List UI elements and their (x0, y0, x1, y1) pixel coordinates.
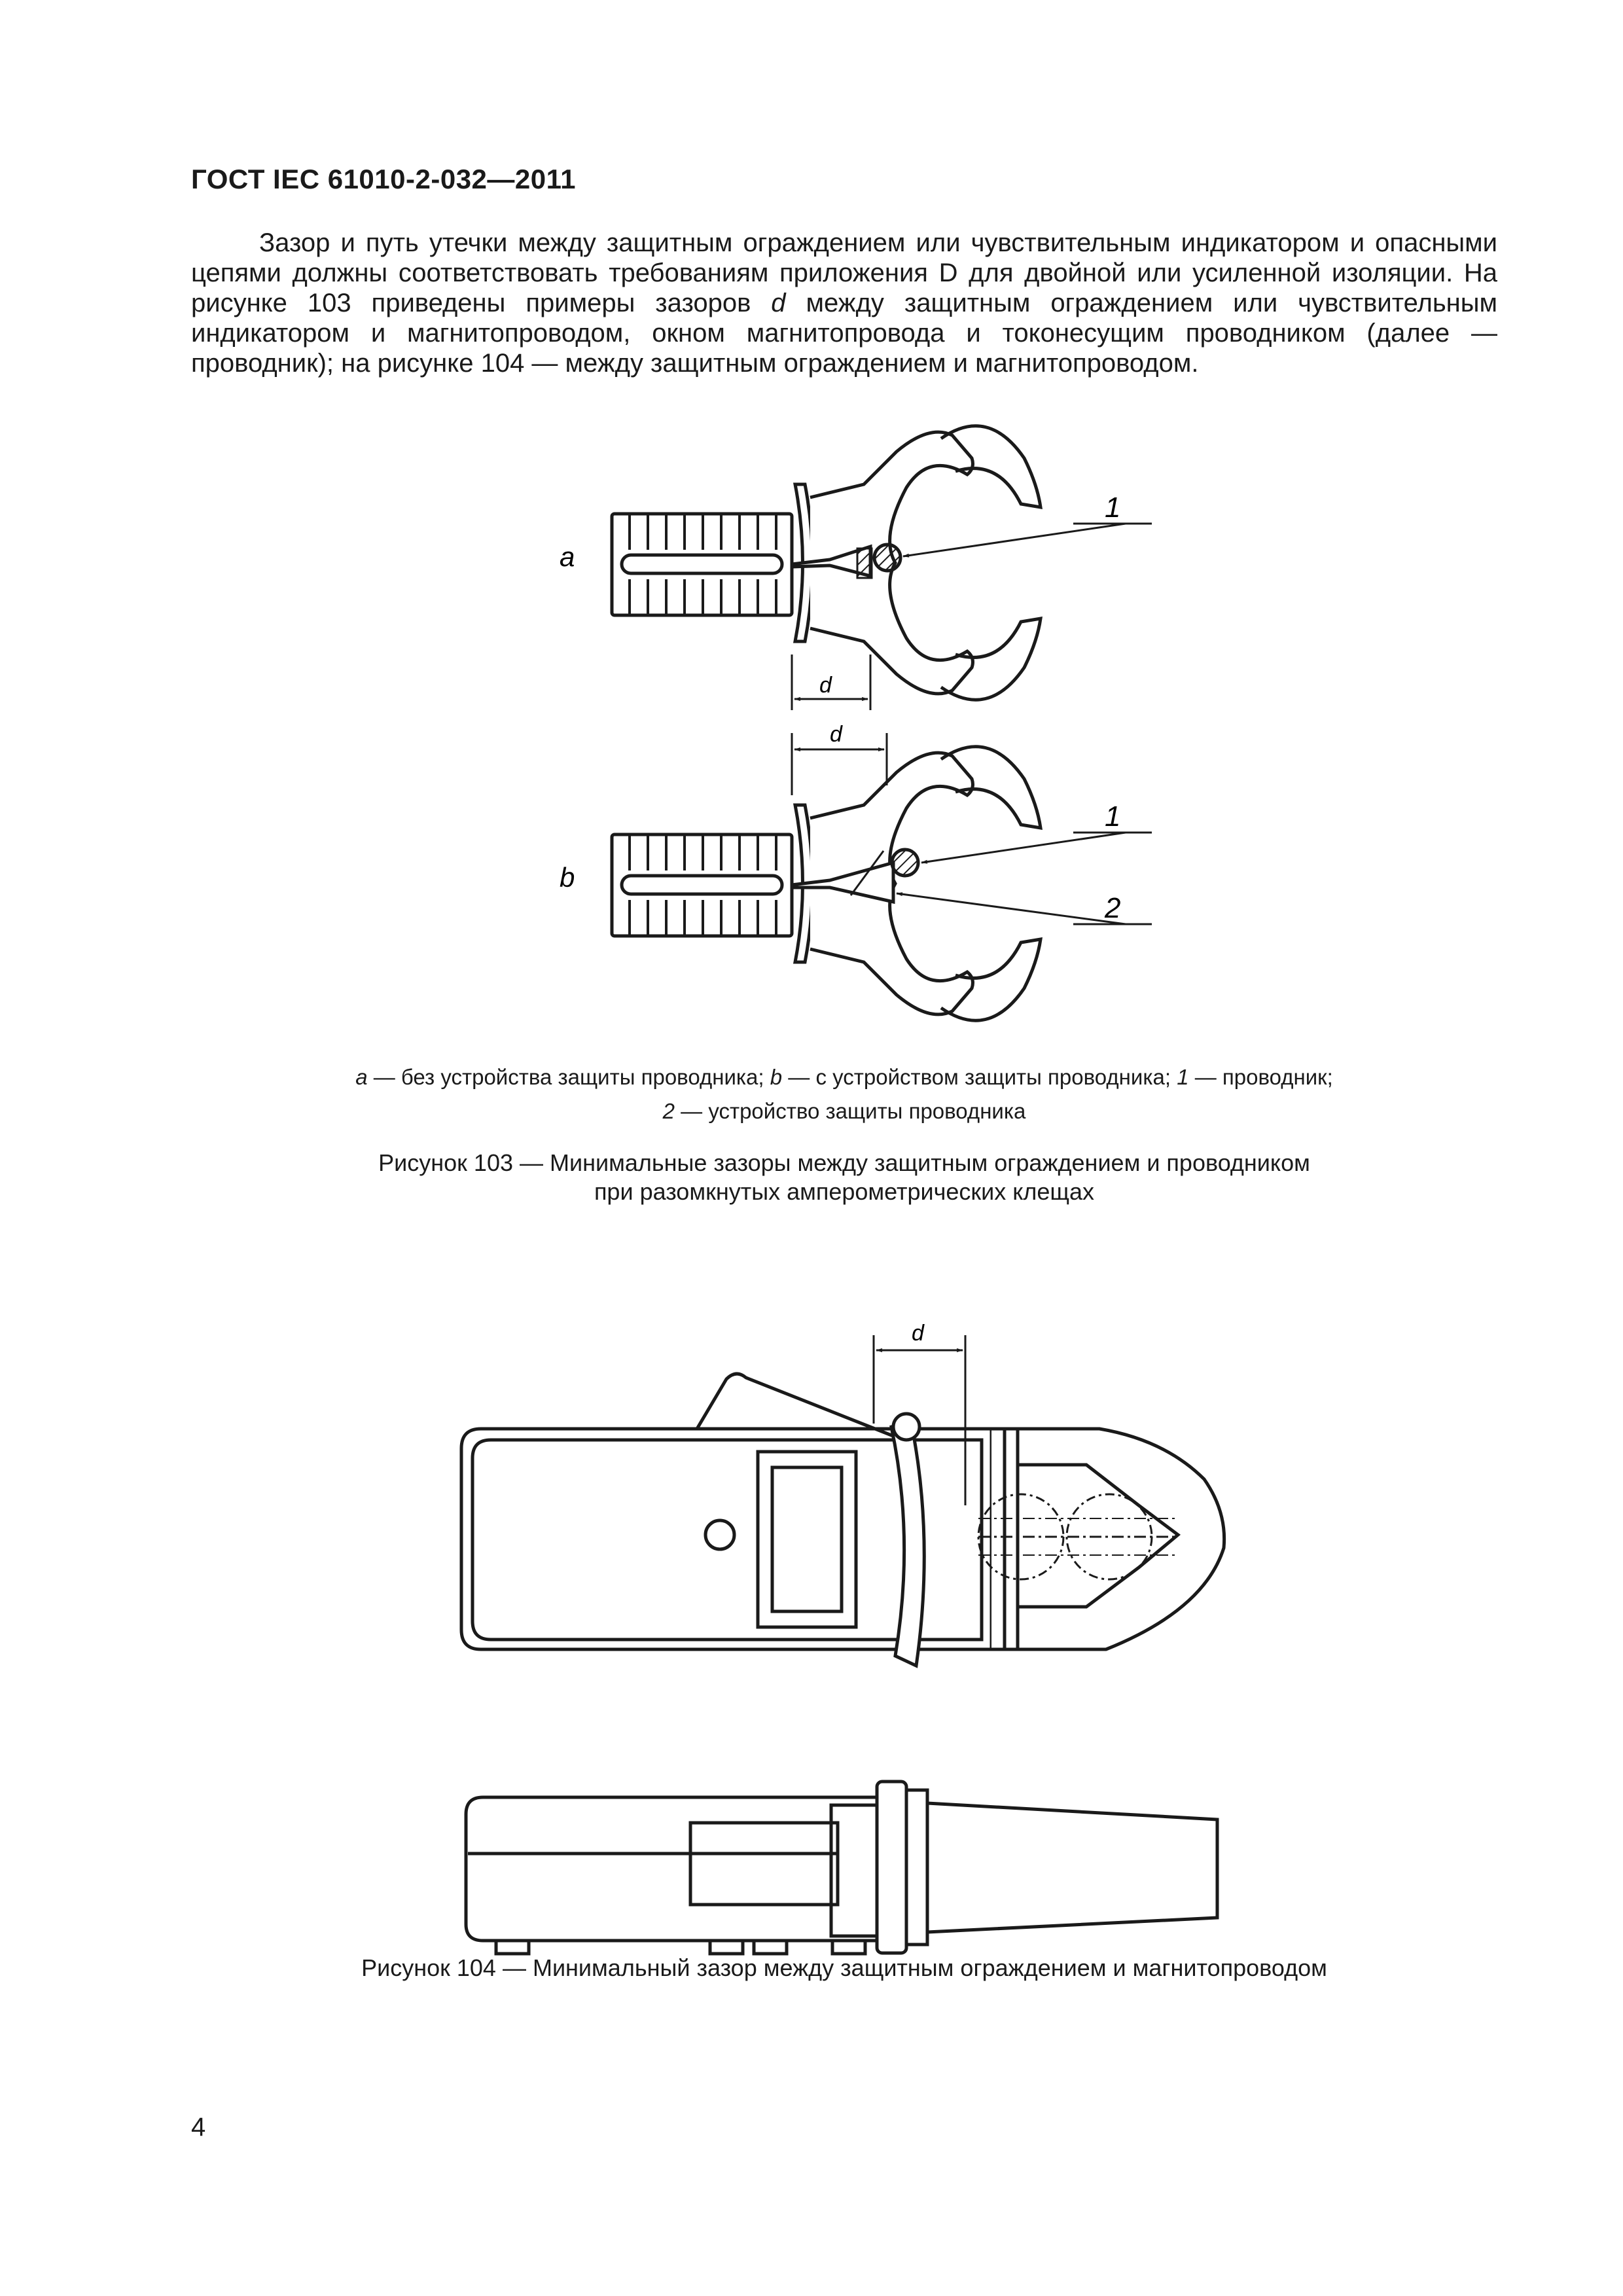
variant-b-label: b (560, 862, 575, 893)
callout-1-b: 1 (1105, 800, 1121, 833)
legend-key-1: 1 (1177, 1065, 1189, 1089)
figure-103-caption-line-1: Рисунок 103 — Минимальные зазоры между защитным ограждением и проводником (378, 1149, 1310, 1176)
legend-text-b: — с устройством защиты проводника; (782, 1065, 1177, 1089)
figure-104-caption: Рисунок 104 — Минимальный зазор между защитным ограждением и магнитопроводом (361, 1954, 1327, 1981)
callout-2-b: 2 (1105, 892, 1121, 924)
document-header: ГОСТ IEC 61010-2-032—2011 (191, 164, 577, 194)
variant-a-label: a (560, 541, 575, 572)
legend-key-a: a (355, 1065, 368, 1089)
figure-103-caption-line-2: при разомкнутых амперометрических клещах (594, 1178, 1095, 1205)
body-text-part-2: между защитным ограждением или чувствительным индикатором и магнитопроводом, окном магнитопровода и токонесущим проводником (далее — проводник); на рисунке 104 — между защитным ограждением и магнитопроводом. (191, 289, 1498, 378)
legend-key-b: b (770, 1065, 783, 1089)
body-text-part-1: Зазор и путь утечки между защитным ограждением или чувствительным индикатором и опасными цепями должны соответствовать требованиям приложения D для двойной или усиленной изоляции. На рисунке 103 приведены примеры зазоров (191, 228, 1497, 317)
figure-104-top-view (461, 1335, 1224, 1666)
dim-d-b: d (830, 722, 842, 747)
variable-d: d (771, 289, 786, 317)
legend-text-2: — устройство защиты проводника (674, 1099, 1026, 1123)
legend-text-a: — без устройства защиты проводника; (367, 1065, 770, 1089)
figure-103-legend (191, 1060, 1497, 1128)
figure-103-clamp-a (612, 426, 1152, 710)
figure-103-caption (191, 1149, 1497, 1206)
dim-d-a: d (819, 673, 832, 698)
dim-d-104: d (912, 1321, 924, 1346)
page-number: 4 (191, 2113, 206, 2142)
legend-text-1: — проводник; (1188, 1065, 1333, 1089)
legend-key-2: 2 (662, 1099, 675, 1123)
figure-103-clamp-b (612, 733, 1152, 1020)
callout-1-a: 1 (1105, 492, 1121, 524)
figure-104-side-view (466, 1782, 1217, 1954)
